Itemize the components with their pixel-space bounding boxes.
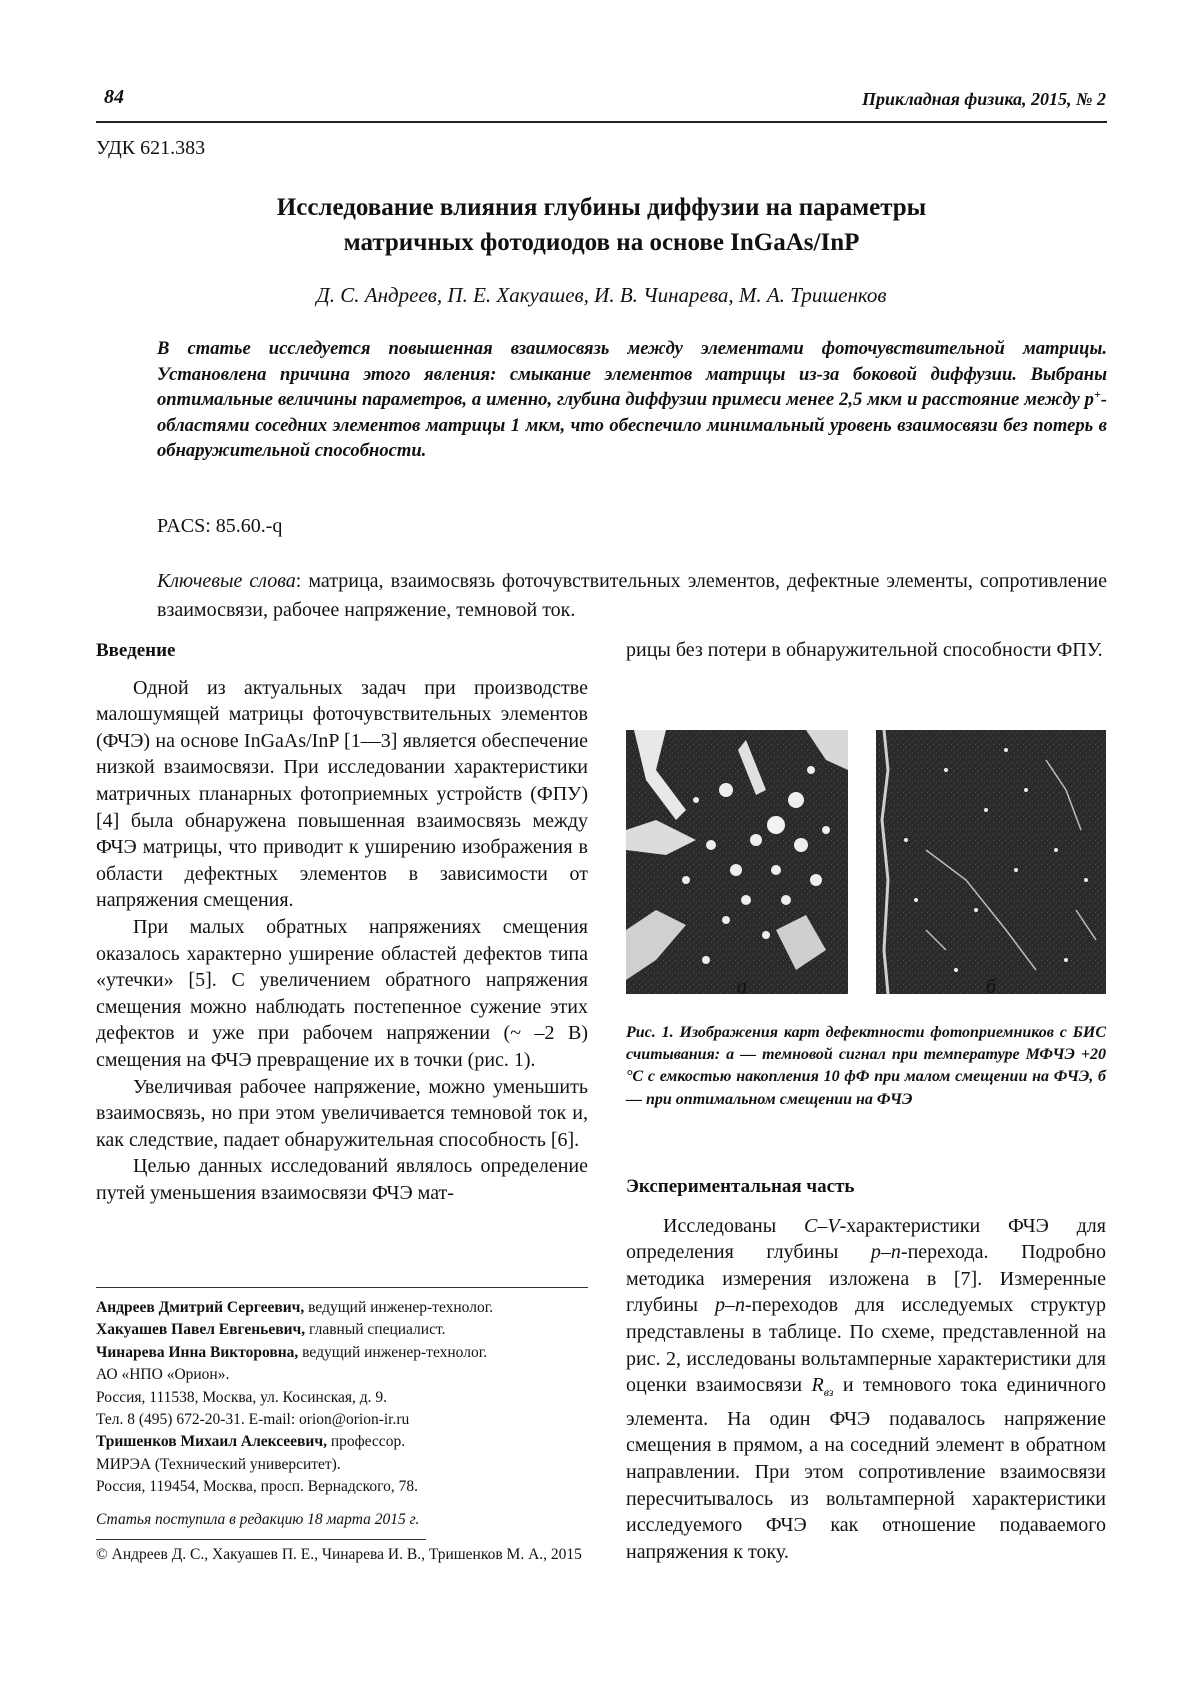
article-title	[96, 190, 1107, 260]
title-line-1: Исследование влияния глубины диффузии на параметры	[276, 194, 927, 221]
keywords-text: : матрица, взаимосвязь фоточувствительных элементов, дефектные элементы, сопротивление взаимосвязи, рабочее напряжение, темновой ток.	[157, 570, 1107, 621]
footnote-address-1: Россия, 111538, Москва, ул. Косинская, д. 9.	[96, 1388, 388, 1406]
experimental-heading: Экспериментальная часть	[626, 1176, 855, 1197]
keywords	[157, 567, 1107, 625]
abstract-part-1: В статье исследуется повышенная взаимосвязь между элементами фоточувствительной матрицы. Установлена причина этого явления: смыкание элементов матрицы из-за боковой диффузии. Выбраны оптимальные величины параметров, а именно, глубина диффузии примеси менее 2,5 мкм и расстояние между p	[157, 338, 1107, 411]
received-date: Статья поступила в редакцию 18 марта 2015 г.	[96, 1510, 420, 1528]
intro-paragraph-3: Увеличивая рабочее напряжение, можно уменьшить взаимосвязь, но при этом увеличивается темновой ток и, как следствие, падает обнаружительная способность [6].	[96, 1075, 588, 1151]
experimental-section	[626, 1174, 1106, 1565]
intro-continuation	[626, 637, 1106, 664]
page-number: 84	[104, 86, 124, 108]
figure-label-a: а	[737, 976, 747, 998]
footnote-org-1: АО «НПО «Орион».	[96, 1366, 230, 1384]
figure-1-images	[626, 730, 1106, 994]
article-authors: Д. С. Андреев, П. Е. Хакуашев, И. В. Чинарева, М. А. Тришенков	[316, 283, 887, 307]
copyright-notice: © Андреев Д. С., Хакуашев П. Е., Чинарева И. В., Тришенков М. А., 2015	[96, 1546, 582, 1564]
intro-section	[96, 638, 588, 1206]
keywords-label: Ключевые слова	[157, 570, 296, 592]
abstract-superscript: +	[1093, 387, 1101, 401]
experimental-paragraph: Исследованы C–V-характеристики ФЧЭ для определения глубины p–n-перехода. Подробно методика измерения изложена в [7]. Измеренные глубины p–n-переходов для исследуемых структур представлены в таблице. По схеме, представленной на рис. 2, исследованы вольтамперные характеристики для оценки взаимосвязи $R_{вз}$ и темнового тока единичного элемента. На один ФЧЭ подавалось напряжение смещения в прямом, а на соседний элемент в обратном направлении. При этом сопротивление взаимосвязи пересчитывалось из вольтамперной характеристики исследуемого ФЧЭ как отношение подаваемого напряжения к току.	[626, 1214, 1106, 1563]
copyright-divider	[96, 1539, 426, 1540]
abstract	[157, 336, 1107, 464]
intro-continuation-text: рицы без потери в обнаружительной способности ФПУ.	[626, 639, 1103, 661]
header-divider	[96, 121, 1107, 123]
footnote-org-2: МИРЭА (Технический университет).	[96, 1455, 341, 1473]
footnote-contact: Тел. 8 (495) 672-20-31. E-mail: orion@orion-ir.ru	[96, 1411, 410, 1429]
abstract-part-2: -областями соседних элементов матрицы 1 мкм, что обеспечило минимальный уровень взаимосвязи без потерь в обнаружительной способности.	[157, 389, 1107, 462]
figure-1	[626, 730, 1106, 994]
footnote-address-2: Россия, 119454, Москва, просп. Вернадского, 78.	[96, 1478, 419, 1496]
figure-caption: Рис. 1. Изображения карт дефектности фотоприемников с БИС считывания: а — темновой сигнал при температуре МФЧЭ +20 °С с емкостью накопления 10 фФ при малом смещении на ФЧЭ, б — при оптимальном смещении на ФЧЭ	[626, 1024, 1106, 1108]
intro-paragraph-2: При малых обратных напряжениях смещения оказалось характерно уширение областей дефектов типа «утечки» [5]. С увеличением обратного напряжения смещения можно наблюдать постепенное сужение этих дефектов и уже при рабочем напряжении (~ –2 В) смещения на ФЧЭ превращение их в точки (рис. 1).	[96, 915, 588, 1071]
intro-paragraph-4: Целью данных исследований являлось определение путей уменьшения взаимосвязи ФЧЭ мат-	[96, 1155, 588, 1204]
journal-title: Прикладная физика, 2015, № 2	[861, 89, 1106, 109]
intro-heading: Введение	[96, 640, 176, 661]
figure-label-b: б	[986, 976, 997, 998]
author-footnotes	[96, 1297, 588, 1566]
intro-paragraph-1: Одной из актуальных задач при производстве малошумящей матрицы фоточувствительных элементов (ФЧЭ) на основе InGaAs/InP [1—3] является обеспечение низкой взаимосвязи. При исследовании характеристики матричных планарных фотоприемных устройств (ФПУ) [4] была обнаружена повышенная взаимосвязь между ФЧЭ матрицы, что приводит к уширению изображения в области дефектных элементов в зависимости от напряжения смещения.	[96, 676, 588, 912]
udc-code: УДК 621.383	[96, 137, 206, 159]
defect-map-b	[876, 730, 1106, 994]
footnote-author-2: Хакуашев Павел Евгеньевич, главный специалист.	[96, 1321, 446, 1339]
footnote-author-3: Чинарева Инна Викторовна, ведущий инженер-технолог.	[96, 1343, 488, 1361]
pacs-code: PACS: 85.60.-q	[157, 515, 283, 537]
footnote-divider	[96, 1287, 588, 1288]
defect-map-a	[626, 730, 848, 994]
footnote-author-4: Тришенков Михаил Алексеевич, профессор.	[96, 1433, 406, 1451]
title-line-2: матричных фотодиодов на основе InGaAs/InP	[343, 229, 860, 256]
footnote-author-1: Андреев Дмитрий Сергеевич, ведущий инженер-технолог.	[96, 1299, 494, 1316]
